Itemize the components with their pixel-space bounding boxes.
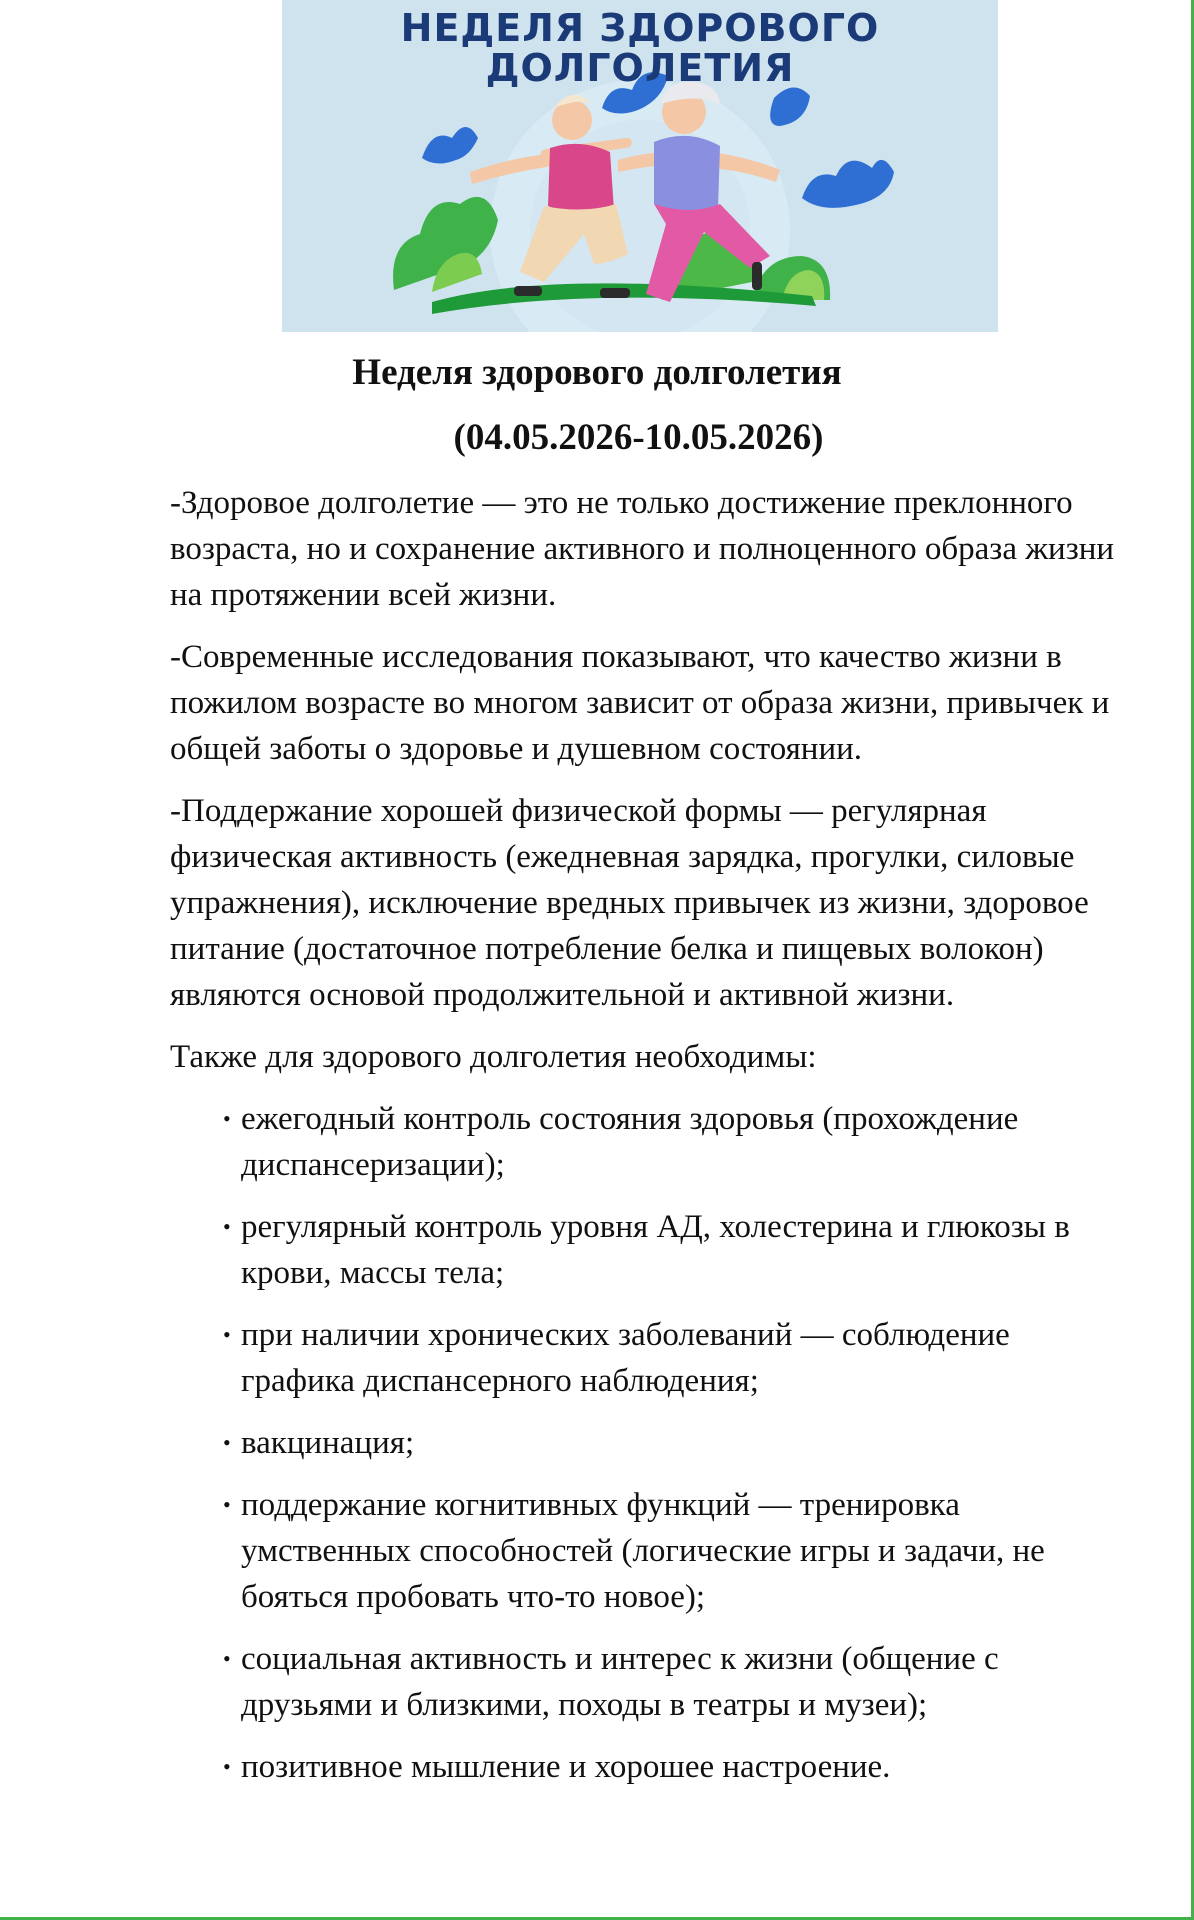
paragraph: -Современные исследования показывают, что качество жизни в пожилом возрасте во многом зависит от образа жизни, привычек и общей заботы о здоровье и душевном состоянии. [170, 639, 1110, 767]
banner-title [282, 8, 998, 88]
list-item-text: социальная активность и интерес к жизни (общение с друзьями и близкими, походы в театры и музеи); [241, 1641, 999, 1723]
bullet-icon: • [223, 1754, 231, 1779]
paragraph: -Здоровое долголетие — это не только достижение преклонного возраста, но и сохранение активного и полноценного образа жизни на протяжении всей жизни. [170, 485, 1115, 613]
bullet-icon: • [223, 1106, 231, 1131]
bullet-icon: • [223, 1214, 231, 1239]
bullet-icon: • [223, 1646, 231, 1671]
list-item [208, 1744, 1120, 1790]
list-item-text: регулярный контроль уровня АД, холестерина и глюкозы в крови, массы тела; [241, 1209, 1070, 1291]
bullet-icon: • [223, 1492, 231, 1517]
list-item [208, 1096, 1120, 1188]
list-item [208, 1420, 1120, 1466]
list-item [208, 1482, 1120, 1620]
list-item-text: ежегодный контроль состояния здоровья (прохождение диспансеризации); [241, 1101, 1019, 1183]
document-body [170, 480, 1120, 1806]
list-item [208, 1636, 1120, 1728]
list-item-text: при наличии хронических заболеваний — соблюдение графика диспансерного наблюдения; [241, 1317, 1010, 1399]
recommendations-list [170, 1096, 1120, 1790]
document-title: Неделя здорового долголетия [352, 352, 842, 393]
banner-title-line2: ДОЛГОЛЕТИЯ [485, 46, 795, 90]
bullet-icon: • [223, 1322, 231, 1347]
list-item [208, 1204, 1120, 1296]
paragraph: -Поддержание хорошей физической формы — регулярная физическая активность (ежедневная зарядка, прогулки, силовые упражнения), исключение вредных привычек из жизни, здоровое питание (достаточное потребление белка и пищевых волокон) являются основой продолжительной и активной жизни. [170, 793, 1089, 1013]
list-item-text: позитивное мышление и хорошее настроение. [241, 1749, 891, 1785]
list-item [208, 1312, 1120, 1404]
list-intro: Также для здорового долголетия необходимы: [170, 1039, 817, 1075]
document-dates: (04.05.2026-10.05.2026) [453, 417, 824, 458]
banner-title-line1: НЕДЕЛЯ ЗДОРОВОГО [400, 6, 880, 50]
banner-image [282, 0, 998, 332]
list-item-text: вакцинация; [241, 1425, 415, 1461]
bullet-icon: • [223, 1430, 231, 1455]
list-item-text: поддержание когнитивных функций — тренировка умственных способностей (логические игры и задачи, не бояться пробовать что-то новое); [241, 1487, 1045, 1615]
